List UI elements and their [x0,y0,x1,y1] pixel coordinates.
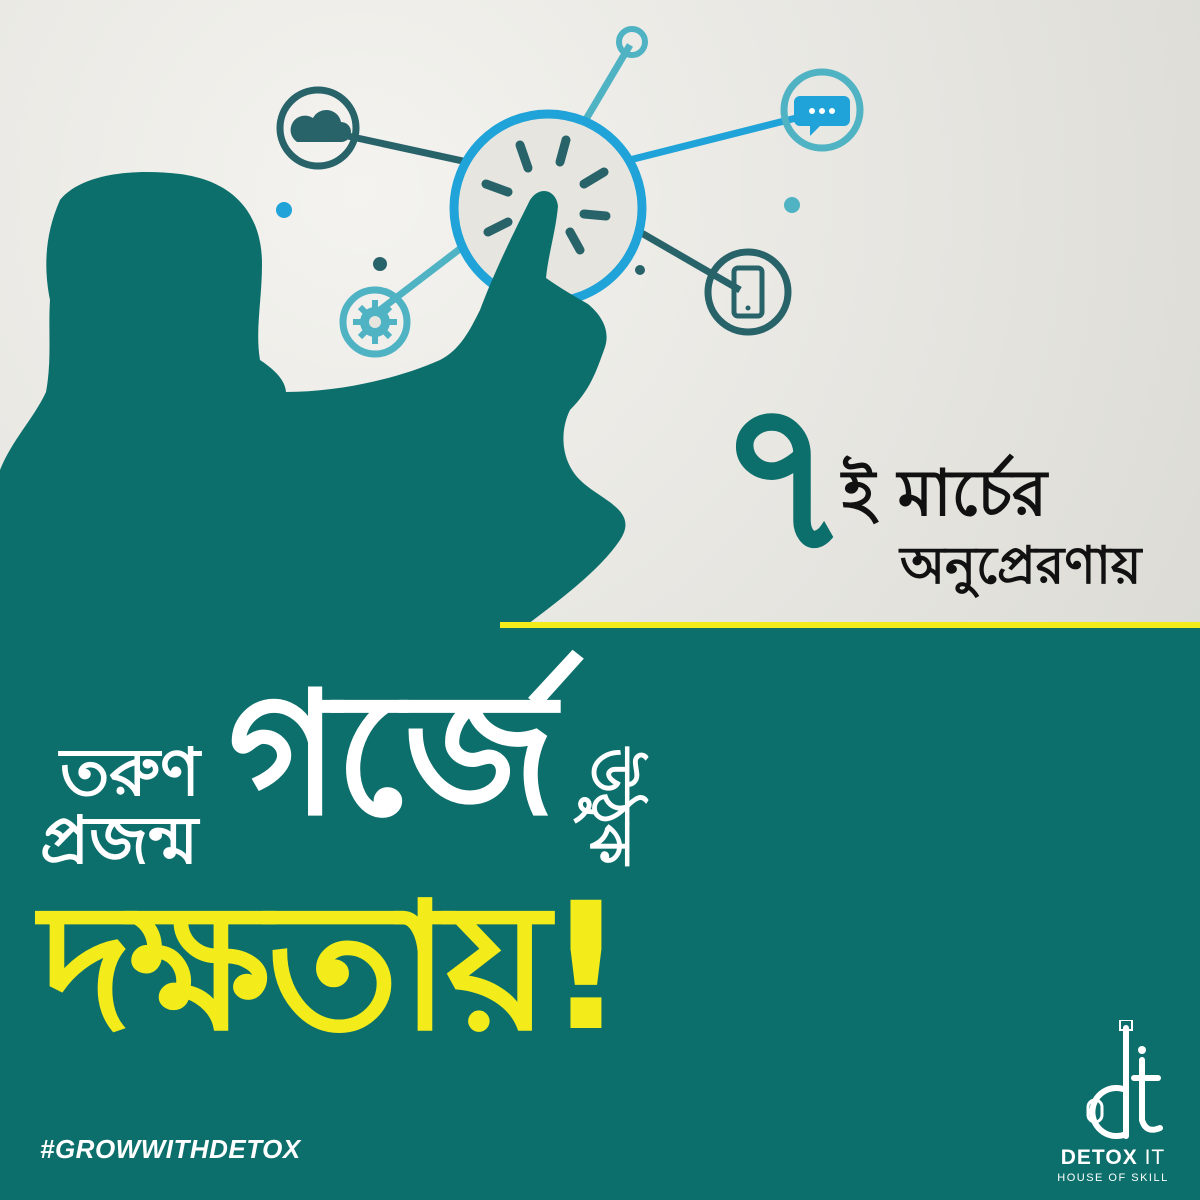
headline-yellow-word: দক্ষতায়! [40,865,623,1070]
gear-icon [343,290,407,354]
pointing-figure-silhouette [0,172,625,640]
logo-brand-text: DETOX IT [1060,1146,1166,1169]
node-dot [276,202,292,218]
node-dot [784,197,800,213]
headline-big-word: গর্জে [228,656,552,854]
node-dot [635,265,645,275]
node-dot [373,257,387,271]
smartphone-icon [708,252,788,332]
headline-side-word: উঠুক [577,748,645,865]
logo-subtitle: HOUSE OF SKILL [1057,1172,1169,1184]
node-dot [619,29,645,55]
accent-divider [500,622,1200,628]
tagline-number: ৭ [716,354,853,599]
logo-mark-icon [1048,1020,1178,1146]
headline-small-line2: প্রজন্ম [40,802,199,879]
tagline-line2: অনুপ্রেরণায় [900,536,1142,596]
chat-icon [784,72,860,148]
tagline-line1: ই মার্চের [842,457,1048,531]
cloud-icon [280,90,356,166]
hashtag: #GROWWITHDETOX [40,1134,301,1164]
detox-it-logo [1048,1020,1178,1190]
headline-small-line1: তরুণ [60,734,201,811]
